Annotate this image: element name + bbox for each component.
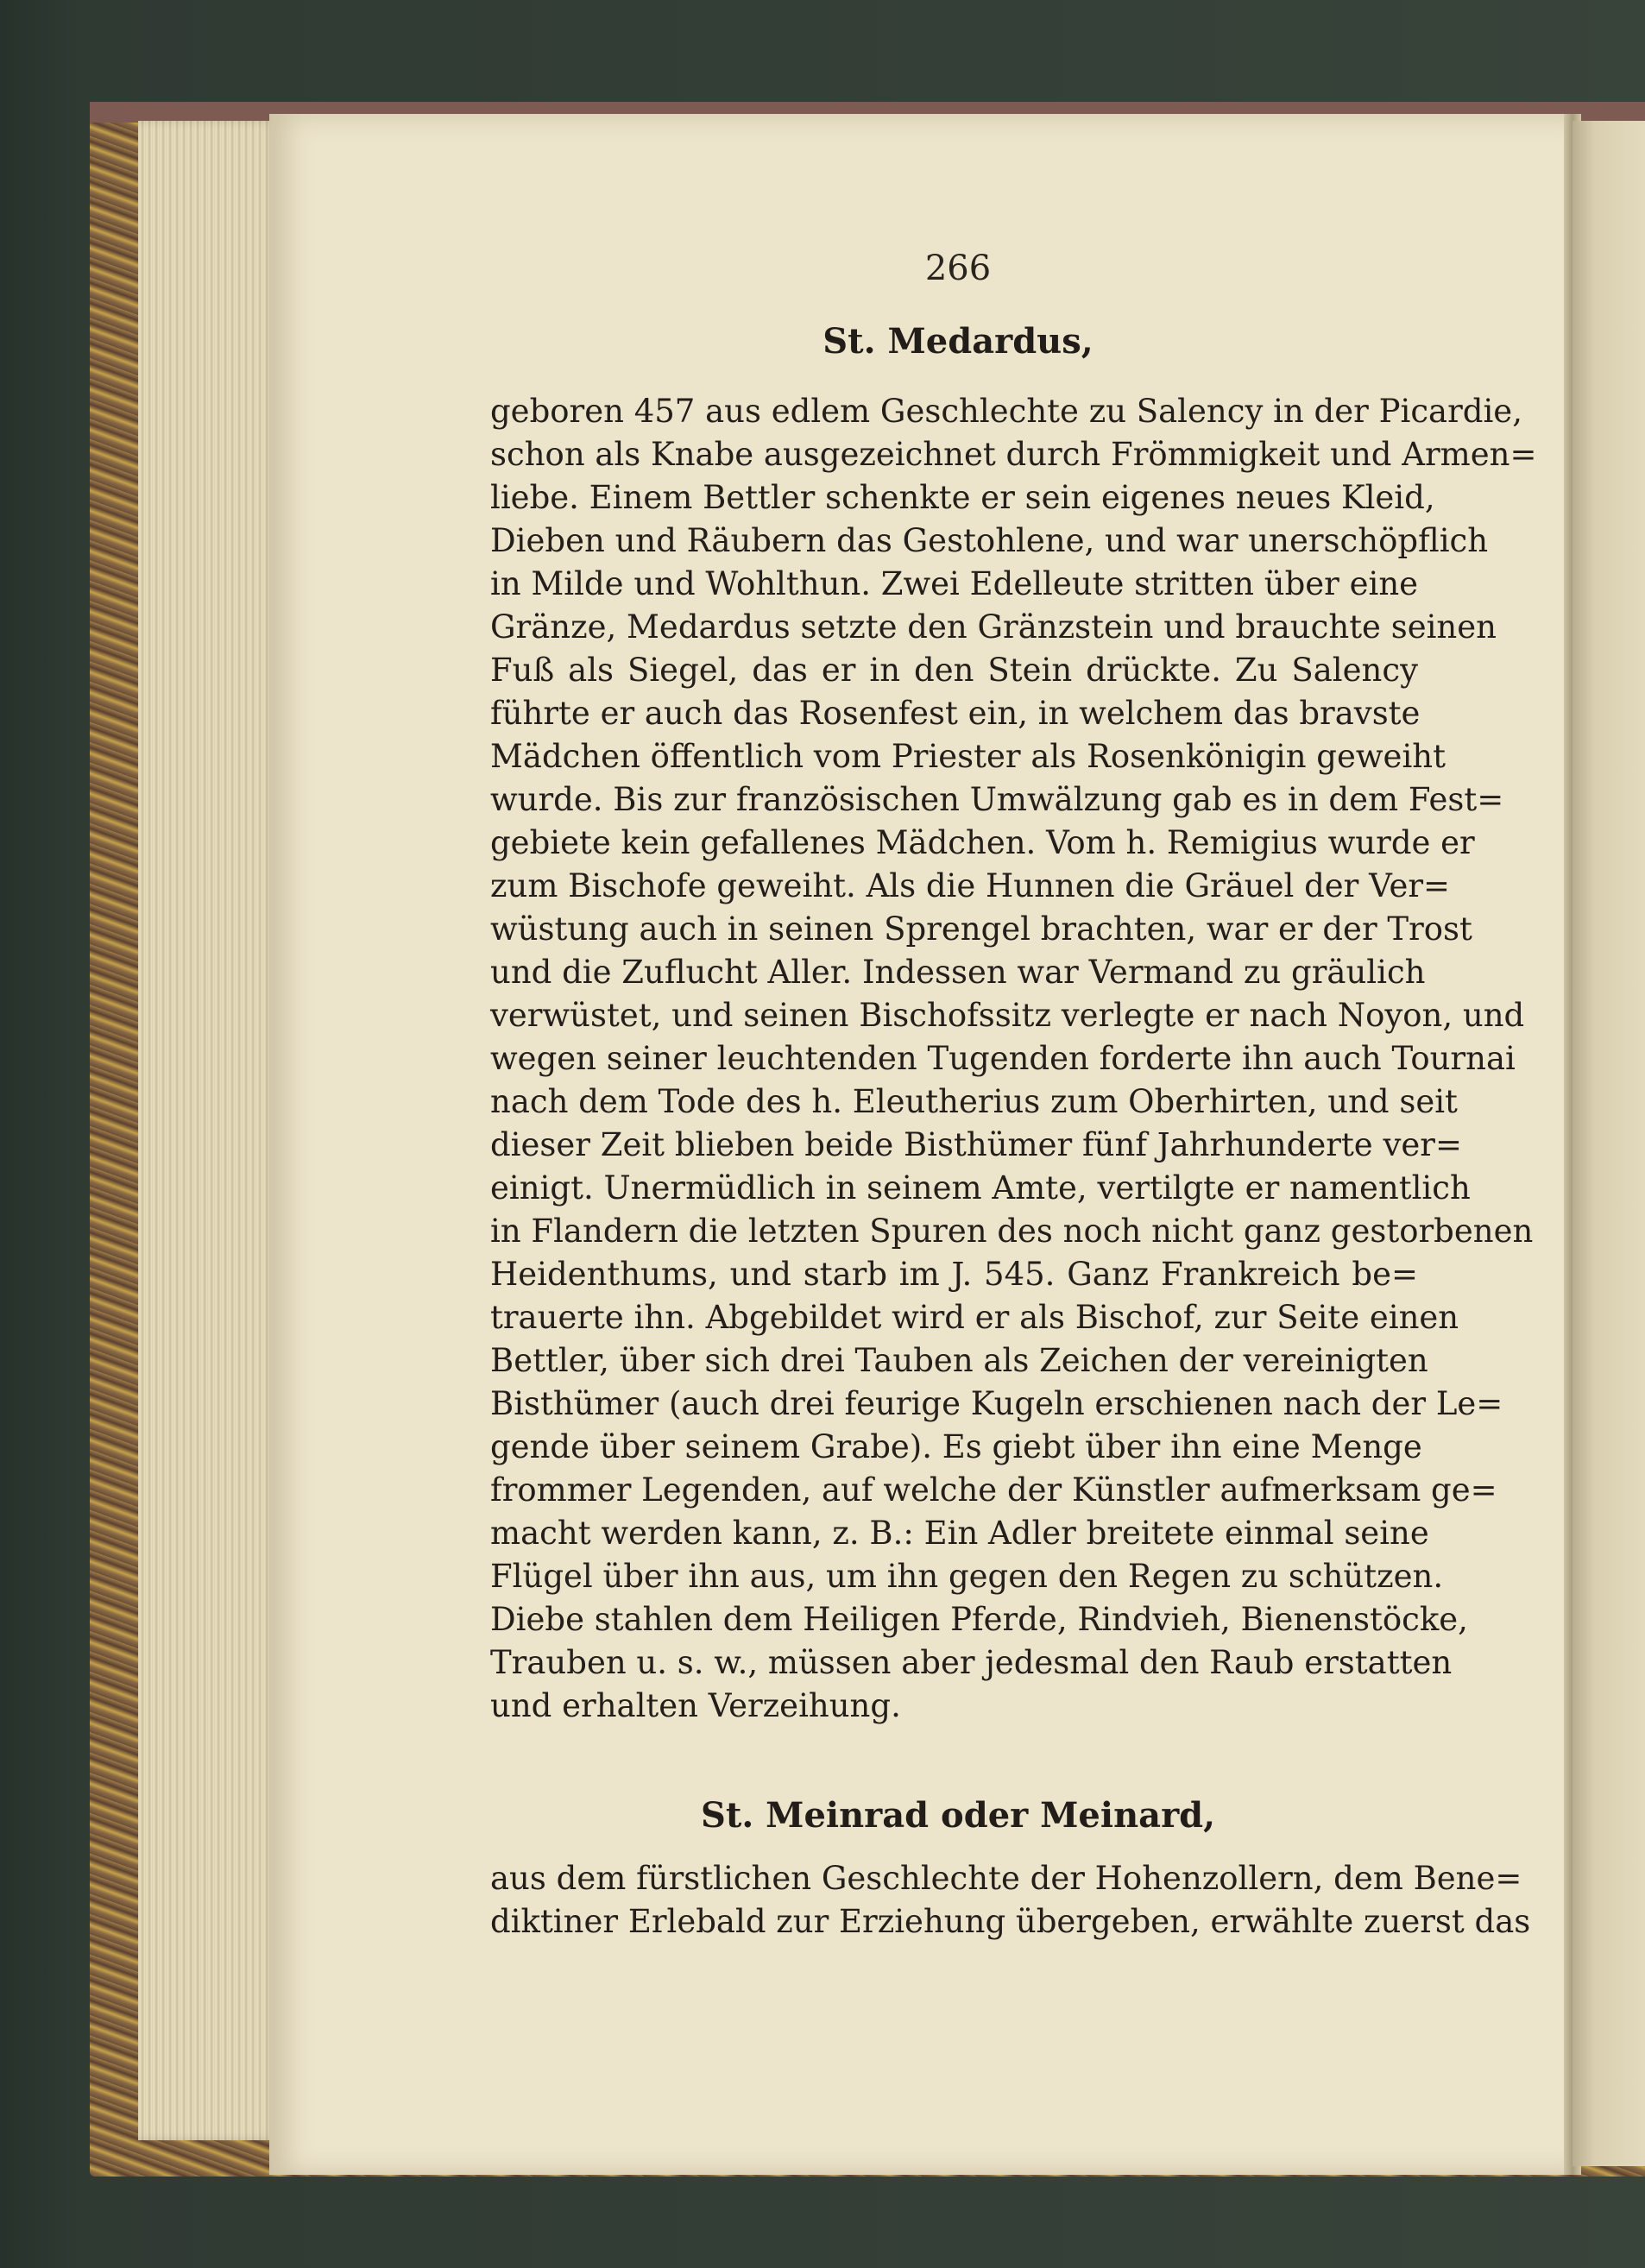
text-line: zum Bischofe geweiht. Als die Hunnen die Gräuel der Ver= bbox=[490, 867, 1451, 904]
text-line: schon als Knabe ausgezeichnet durch Frömmigkeit und Armen= bbox=[490, 436, 1537, 473]
text-line: dieser Zeit blieben beide Bisthümer fünf Jahrhunderte ver= bbox=[490, 1126, 1462, 1163]
text-line: diktiner Erlebald zur Erziehung übergeben, erwählte zuerst das bbox=[490, 1903, 1531, 1940]
text-line: Dieben und Räubern das Gestohlene, und war unerschöpflich bbox=[490, 522, 1489, 559]
text-line: gende über seinem Grabe). Es giebt über ihn eine Menge bbox=[490, 1428, 1422, 1465]
text-line: aus dem fürstlichen Geschlechte der Hohenzollern, dem Bene= bbox=[490, 1860, 1522, 1897]
text-line: wurde. Bis zur französischen Umwälzung gab es in dem Fest= bbox=[490, 781, 1504, 818]
text-line: Gränze, Medardus setzte den Gränzstein und brauchte seinen bbox=[490, 608, 1497, 646]
text-line: Flügel über ihn aus, um ihn gegen den Regen zu schützen. bbox=[490, 1558, 1444, 1595]
text-line: in Flandern die letzten Spuren des noch nicht ganz gestorbenen bbox=[490, 1213, 1534, 1250]
text-line: trauerte ihn. Abgebildet wird er als Bischof, zur Seite einen bbox=[490, 1299, 1459, 1336]
text-line: verwüstet, und seinen Bischofssitz verlegte er nach Noyon, und bbox=[490, 997, 1525, 1034]
text-line: führte er auch das Rosenfest ein, in welchem das bravste bbox=[490, 695, 1421, 732]
text-line: liebe. Einem Bettler schenkte er sein eigenes neues Kleid, bbox=[490, 479, 1435, 516]
text-line: wegen seiner leuchtenden Tugenden forderte ihn auch Tournai bbox=[490, 1040, 1516, 1077]
text-line: Bettler, über sich drei Tauben als Zeichen der vereinigten bbox=[490, 1342, 1428, 1379]
text-line: Trauben u. s. w., müssen aber jedesmal den Raub erstatten bbox=[490, 1644, 1453, 1681]
text-line: gebiete kein gefallenes Mädchen. Vom h. Remigius wurde er bbox=[490, 824, 1475, 861]
text-line: Heidenthums, und starb im J. 545. Ganz Frankreich be= bbox=[490, 1256, 1418, 1293]
text-line: Bisthümer (auch drei feurige Kugeln erschienen nach der Le= bbox=[490, 1385, 1503, 1422]
section-body-medardus bbox=[490, 390, 1537, 1728]
text-line: und die Zuflucht Aller. Indessen war Vermand zu gräulich bbox=[490, 954, 1426, 991]
text-line: Mädchen öffentlich vom Priester als Rosenkönigin geweiht bbox=[490, 738, 1446, 775]
page-number: 266 bbox=[924, 249, 992, 288]
text-line: und erhalten Verzeihung. bbox=[490, 1687, 901, 1724]
section-body-meinrad bbox=[490, 1857, 1531, 1944]
text-line: Diebe stahlen dem Heiligen Pferde, Rindvieh, Bienenstöcke, bbox=[490, 1601, 1468, 1638]
text-line: wüstung auch in seinen Sprengel brachten, war er der Trost bbox=[490, 910, 1472, 948]
text-line: nach dem Tode des h. Eleutherius zum Oberhirten, und seit bbox=[490, 1083, 1458, 1120]
section-heading-medardus: St. Medardus, bbox=[822, 321, 1094, 362]
facing-page-edge bbox=[1573, 121, 1645, 2166]
section-heading-meinrad: St. Meinrad oder Meinard, bbox=[700, 1795, 1216, 1836]
text-line: Fuß als Siegel, das er in den Stein drückte. Zu Salency bbox=[490, 652, 1418, 689]
page-block-edges bbox=[138, 121, 276, 2140]
text-line: frommer Legenden, auf welche der Künstler aufmerksam ge= bbox=[490, 1471, 1497, 1509]
text-line: einigt. Unermüdlich in seinem Amte, vertilgte er namentlich bbox=[490, 1169, 1471, 1206]
text-line: in Milde und Wohlthun. Zwei Edelleute stritten über eine bbox=[490, 565, 1419, 602]
text-line: macht werden kann, z. B.: Ein Adler breitete einmal seine bbox=[490, 1515, 1429, 1552]
text-line: geboren 457 aus edlem Geschlechte zu Salency in der Picardie, bbox=[490, 393, 1522, 430]
